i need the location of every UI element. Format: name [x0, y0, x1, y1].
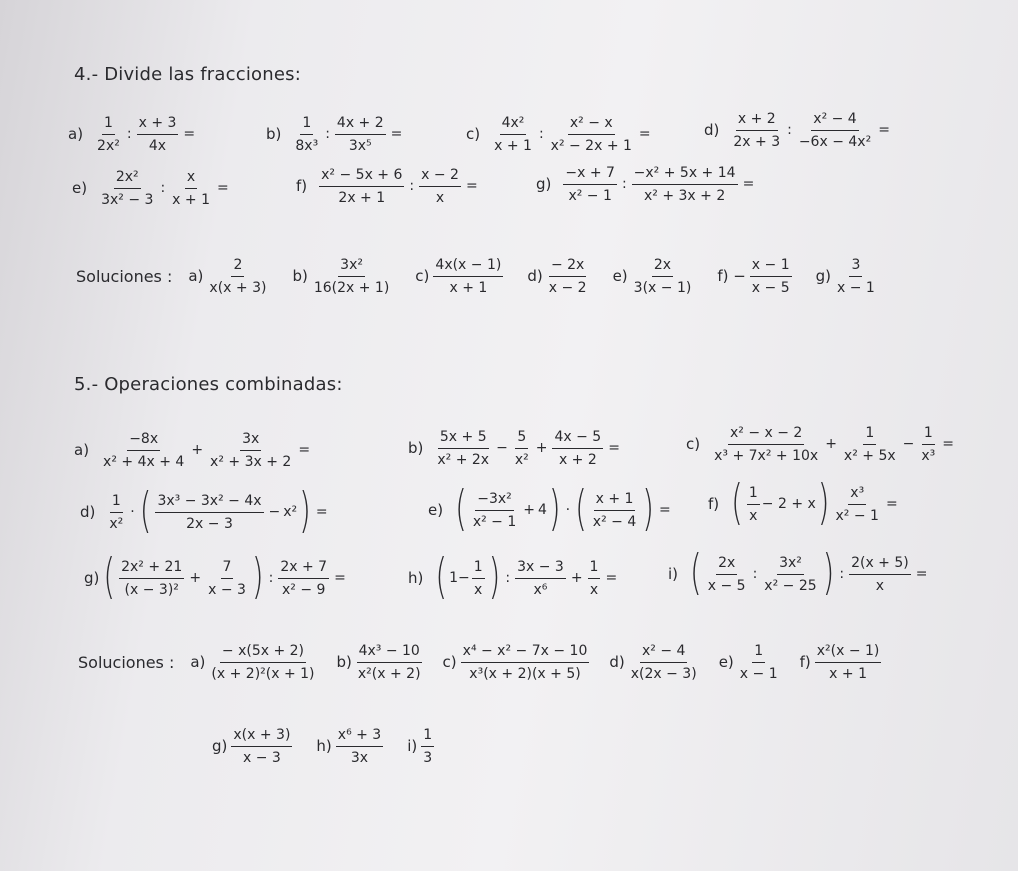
math-text: +	[535, 440, 548, 456]
math-text: x² − 1	[472, 513, 517, 530]
parenthesis: (	[690, 545, 702, 602]
math-text: x²	[283, 504, 298, 520]
fraction	[815, 642, 882, 683]
math-text: :	[325, 126, 330, 142]
ex5-item-b	[408, 418, 623, 478]
math-text: 3x² − 3	[101, 191, 154, 208]
math-text: d)	[609, 653, 625, 671]
math-text: x²	[109, 515, 124, 532]
fraction	[731, 110, 782, 151]
math-text: 16(2x + 1)	[313, 279, 390, 296]
parenthesis: (	[455, 481, 467, 538]
math-text: 3x²	[777, 554, 804, 575]
math-text: 4x + 2	[335, 114, 386, 135]
math-text: 5	[515, 428, 528, 449]
math-text: −	[496, 440, 508, 456]
math-text: − 2x	[549, 256, 586, 277]
math-text: 3x⁵	[348, 137, 372, 154]
math-text: a)	[188, 267, 204, 285]
math-text: Soluciones :	[78, 652, 175, 672]
math-text: x² − 25	[764, 577, 817, 594]
math-text: x − 1	[750, 256, 792, 277]
math-text: =	[915, 566, 928, 582]
ex4-item-g	[536, 154, 757, 214]
math-text: =	[608, 440, 620, 456]
math-text: 8x³	[295, 137, 319, 154]
math-text: =	[605, 570, 618, 586]
math-text: −3x²	[475, 490, 514, 511]
ex5-item-c	[686, 414, 957, 474]
fraction	[513, 428, 531, 469]
math-text: 3(x − 1)	[633, 279, 692, 296]
fraction	[552, 428, 603, 469]
math-text: e)	[428, 501, 444, 519]
math-text: x² + 4x + 4	[103, 453, 185, 470]
math-text: x − 2	[548, 279, 587, 296]
solution-fraction	[547, 256, 589, 297]
math-text: x(2x − 3)	[630, 665, 697, 682]
math-text: 1	[102, 114, 115, 135]
math-text: x² − 2x + 1	[550, 137, 632, 154]
math-text: −x + 7	[563, 164, 617, 185]
math-text: :	[505, 570, 511, 586]
ex4-item-f	[296, 156, 481, 216]
parenthesis: (	[435, 549, 448, 606]
fraction	[842, 424, 898, 465]
math-text: e)	[612, 267, 628, 285]
solution-fraction	[835, 256, 877, 297]
math-text: f)	[296, 177, 308, 195]
solution-fraction	[433, 256, 503, 297]
math-text: =	[942, 436, 955, 452]
parenthesis: (	[103, 549, 116, 606]
math-text: x(x + 3)	[231, 726, 292, 747]
fraction	[712, 424, 820, 465]
math-text: x³	[921, 447, 936, 464]
math-text: 2x²	[114, 168, 141, 189]
math-text: 3	[423, 749, 433, 766]
math-text: x² − 1	[568, 187, 612, 204]
math-text: 4x²	[500, 114, 527, 135]
math-text: x + 2	[558, 451, 597, 468]
math-text: −8x	[127, 430, 160, 451]
math-text: =	[315, 504, 328, 520]
math-text: 2x² + 21	[119, 558, 184, 579]
fraction	[706, 554, 748, 595]
math-text: 4	[537, 502, 547, 518]
ex5-solutions-row1	[78, 632, 883, 692]
math-text: g)	[536, 175, 552, 193]
math-text: 3x³ − 3x² − 4x	[155, 492, 263, 513]
fraction	[629, 642, 699, 683]
math-text: 1	[300, 114, 313, 135]
ex5-item-a	[74, 420, 313, 480]
math-text: x⁴ − x² − 7x − 10	[461, 642, 590, 663]
fraction	[421, 726, 434, 767]
math-text: (x + 2)²(x + 1)	[211, 665, 315, 682]
math-text: =	[885, 496, 898, 512]
math-text: x² + 2x	[437, 451, 490, 468]
math-text: x − 1	[837, 279, 875, 296]
fraction	[119, 558, 184, 599]
math-text: 3	[849, 256, 862, 277]
math-text: =	[183, 126, 196, 142]
math-text: b)	[266, 125, 282, 143]
fraction	[231, 726, 292, 767]
fraction	[549, 114, 634, 155]
math-text: i)	[407, 737, 418, 755]
parenthesis: )	[299, 483, 311, 540]
fraction	[319, 166, 404, 207]
math-text: :	[787, 122, 792, 138]
math-text: x³	[848, 484, 866, 505]
math-text: :	[268, 570, 274, 586]
math-text: d)	[80, 503, 96, 521]
math-text: +	[570, 570, 583, 586]
math-text: b)	[336, 653, 352, 671]
fraction	[419, 166, 461, 207]
math-text: −	[268, 504, 281, 520]
math-text: e)	[718, 653, 734, 671]
math-text: d)	[527, 267, 543, 285]
math-text: Soluciones :	[76, 266, 173, 286]
ex4-item-d	[704, 100, 893, 160]
fraction	[208, 430, 293, 471]
math-text: x	[185, 168, 197, 189]
math-text: x − 2	[419, 166, 461, 187]
solution-fraction	[632, 256, 694, 297]
fraction	[472, 558, 485, 599]
ex4-solutions	[76, 246, 879, 306]
math-text: 4x − 5	[552, 428, 603, 449]
math-text: 2x − 3	[186, 515, 233, 532]
math-text: 2x + 3	[733, 133, 781, 150]
ex4-item-a	[68, 104, 198, 164]
fraction	[336, 726, 383, 767]
math-text: c)	[466, 125, 481, 143]
math-text: −	[902, 436, 915, 452]
fraction	[335, 114, 386, 155]
parenthesis: )	[548, 481, 561, 538]
math-text: (x − 3)²	[124, 581, 179, 598]
math-text: x + 1	[594, 490, 636, 511]
solution-fraction	[750, 256, 792, 297]
math-text: x	[474, 581, 483, 598]
math-text: :	[409, 178, 415, 194]
math-text: a)	[68, 125, 84, 143]
fraction	[293, 114, 320, 155]
math-text: x + 1	[172, 191, 210, 208]
exercise-5-title: 5.- Operaciones combinadas:	[74, 374, 343, 395]
math-text: 5x + 5	[438, 428, 489, 449]
fraction	[588, 558, 601, 599]
math-text: a)	[74, 441, 90, 459]
fraction	[738, 642, 780, 683]
math-text: +	[523, 502, 535, 518]
fraction	[209, 642, 316, 683]
math-text: :	[538, 126, 544, 142]
ex5-item-g	[84, 548, 349, 608]
parenthesis: (	[139, 483, 152, 540]
math-text: =	[390, 126, 403, 142]
math-text: d)	[704, 121, 720, 139]
solution-fraction	[207, 256, 268, 297]
fraction	[919, 424, 937, 465]
fraction	[137, 114, 179, 155]
math-text: 1	[421, 726, 434, 747]
ex5-item-d	[80, 482, 331, 542]
exercise-4-title: 4.- Divide las fracciones:	[74, 64, 301, 85]
math-text: h)	[408, 569, 424, 587]
math-text: x − 5	[751, 279, 790, 296]
math-text: +	[189, 570, 202, 586]
math-text: x + 1	[494, 137, 532, 154]
solution-fraction	[312, 256, 391, 297]
parenthesis: (	[575, 481, 587, 538]
math-text: 2x + 1	[338, 189, 386, 206]
math-text: x + 2	[736, 110, 778, 131]
math-text: f)	[708, 495, 720, 513]
ex5-item-i	[668, 544, 930, 604]
fraction	[492, 114, 534, 155]
math-text: :	[160, 180, 166, 196]
math-text: =	[658, 502, 671, 518]
math-text: x − 3	[242, 749, 281, 766]
math-text: :	[752, 566, 758, 582]
math-text: x² − 4	[811, 110, 858, 131]
math-text: =	[878, 122, 890, 138]
math-text: x³ + 7x² + 10x	[714, 447, 819, 464]
math-text: x² − 1	[835, 507, 879, 524]
math-text: x⁶ + 3	[336, 726, 383, 747]
ex4-item-b	[266, 104, 405, 164]
fraction	[834, 484, 881, 525]
math-text: x² + 3x + 2	[210, 453, 292, 470]
math-text: c)	[686, 435, 701, 453]
math-text: h)	[316, 737, 332, 755]
math-text: x²(x + 2)	[357, 665, 421, 682]
ex4-item-e	[72, 158, 232, 218]
parenthesis: (	[731, 475, 743, 532]
fraction	[435, 428, 491, 469]
math-text: g)	[815, 267, 831, 285]
math-text: 3x	[350, 749, 369, 766]
fraction	[563, 164, 617, 205]
math-text: c)	[415, 267, 430, 285]
math-text: c)	[442, 653, 457, 671]
math-text: 4x	[148, 137, 167, 154]
math-text: e)	[72, 179, 88, 197]
math-text: 1−	[449, 570, 470, 586]
math-text: x² + 5x	[843, 447, 896, 464]
math-text: − 2 + x	[761, 496, 816, 512]
math-text: 4x³ − 10	[357, 642, 422, 663]
parenthesis: )	[822, 545, 835, 602]
math-text: 3x²	[338, 256, 365, 277]
math-text: x − 1	[739, 665, 778, 682]
math-text: 2	[231, 256, 244, 277]
math-text: ·	[565, 502, 571, 518]
math-text: g)	[84, 569, 100, 587]
parenthesis: )	[488, 549, 501, 606]
math-text: 2x + 7	[278, 558, 329, 579]
math-text: 1	[110, 492, 123, 513]
math-text: x − 3	[208, 581, 246, 598]
parenthesis: )	[251, 549, 264, 606]
math-text: − x(5x + 2)	[220, 642, 306, 663]
math-text: x + 1	[449, 279, 488, 296]
fraction	[170, 168, 212, 209]
math-text: −x² + 5x + 14	[632, 164, 738, 185]
math-text: 3x	[240, 430, 261, 451]
math-text: 2x²	[97, 137, 120, 154]
math-text: x² − 4	[640, 642, 687, 663]
fraction	[206, 558, 248, 599]
math-text: f)	[799, 653, 811, 671]
math-text: x + 3	[137, 114, 179, 135]
math-text: 1	[747, 484, 760, 505]
math-text: =	[742, 176, 755, 192]
math-text: 1	[752, 642, 765, 663]
math-text: b)	[408, 439, 424, 457]
math-text: =	[465, 178, 478, 194]
math-text: ·	[130, 504, 135, 520]
fraction	[99, 168, 155, 209]
fraction	[591, 490, 638, 531]
fraction	[849, 554, 911, 595]
math-text: =	[298, 442, 311, 458]
math-text: 7	[221, 558, 234, 579]
fraction	[95, 114, 122, 155]
ex5-item-h	[408, 548, 620, 608]
math-text: =	[216, 180, 229, 196]
math-text: x² − x	[568, 114, 615, 135]
math-text: g)	[212, 737, 228, 755]
math-text: b)	[292, 267, 308, 285]
fraction	[762, 554, 818, 595]
math-text: :	[621, 176, 627, 192]
parenthesis: )	[817, 475, 830, 532]
fraction	[107, 492, 125, 533]
math-text: x + 1	[829, 665, 867, 682]
math-text: x	[589, 581, 599, 598]
ex5-solutions-row2	[212, 716, 436, 776]
fraction	[278, 558, 329, 599]
ex5-item-f	[708, 474, 901, 534]
math-text: x² − 9	[281, 581, 326, 598]
math-text: x − 5	[707, 577, 746, 594]
math-text: x² + 3x + 2	[643, 187, 726, 204]
fraction	[471, 490, 518, 531]
math-text: x(x + 3)	[209, 279, 267, 296]
math-text: f) −	[717, 267, 746, 285]
math-text: i)	[668, 565, 679, 583]
ex5-item-e	[428, 480, 674, 540]
math-text: x	[875, 577, 885, 594]
math-text: x⁶	[533, 581, 548, 598]
fraction	[797, 110, 873, 151]
parenthesis: )	[642, 481, 654, 538]
math-text: 1	[472, 558, 485, 579]
math-text: 1	[588, 558, 601, 579]
fraction	[101, 430, 186, 471]
math-text: 3x − 3	[515, 558, 566, 579]
math-text: a)	[190, 653, 206, 671]
fraction	[515, 558, 566, 599]
math-text: 4x(x − 1)	[433, 256, 503, 277]
math-text: x³(x + 2)(x + 5)	[469, 665, 581, 682]
math-text: x²(x − 1)	[815, 642, 882, 663]
math-text: 2x	[652, 256, 673, 277]
fraction	[747, 484, 760, 525]
math-text: :	[126, 126, 132, 142]
fraction	[155, 492, 263, 533]
math-text: x	[435, 189, 445, 206]
fraction	[356, 642, 423, 683]
math-text: −6x − 4x²	[798, 133, 872, 150]
math-text: =	[638, 126, 651, 142]
math-text: x² − 5x + 6	[319, 166, 404, 187]
fraction	[632, 164, 738, 205]
math-text: x² − x − 2	[728, 424, 804, 445]
math-text: 2(x + 5)	[849, 554, 911, 575]
math-text: x² − 4	[592, 513, 637, 530]
math-text: 1	[922, 424, 935, 445]
math-text: x	[749, 507, 758, 524]
math-text: x²	[514, 451, 529, 468]
math-text: +	[825, 436, 837, 452]
math-text: :	[839, 566, 845, 582]
math-text: 1	[863, 424, 876, 445]
math-text: =	[334, 570, 346, 586]
math-text: 2x	[716, 554, 737, 575]
fraction	[461, 642, 590, 683]
math-text: +	[191, 442, 204, 458]
